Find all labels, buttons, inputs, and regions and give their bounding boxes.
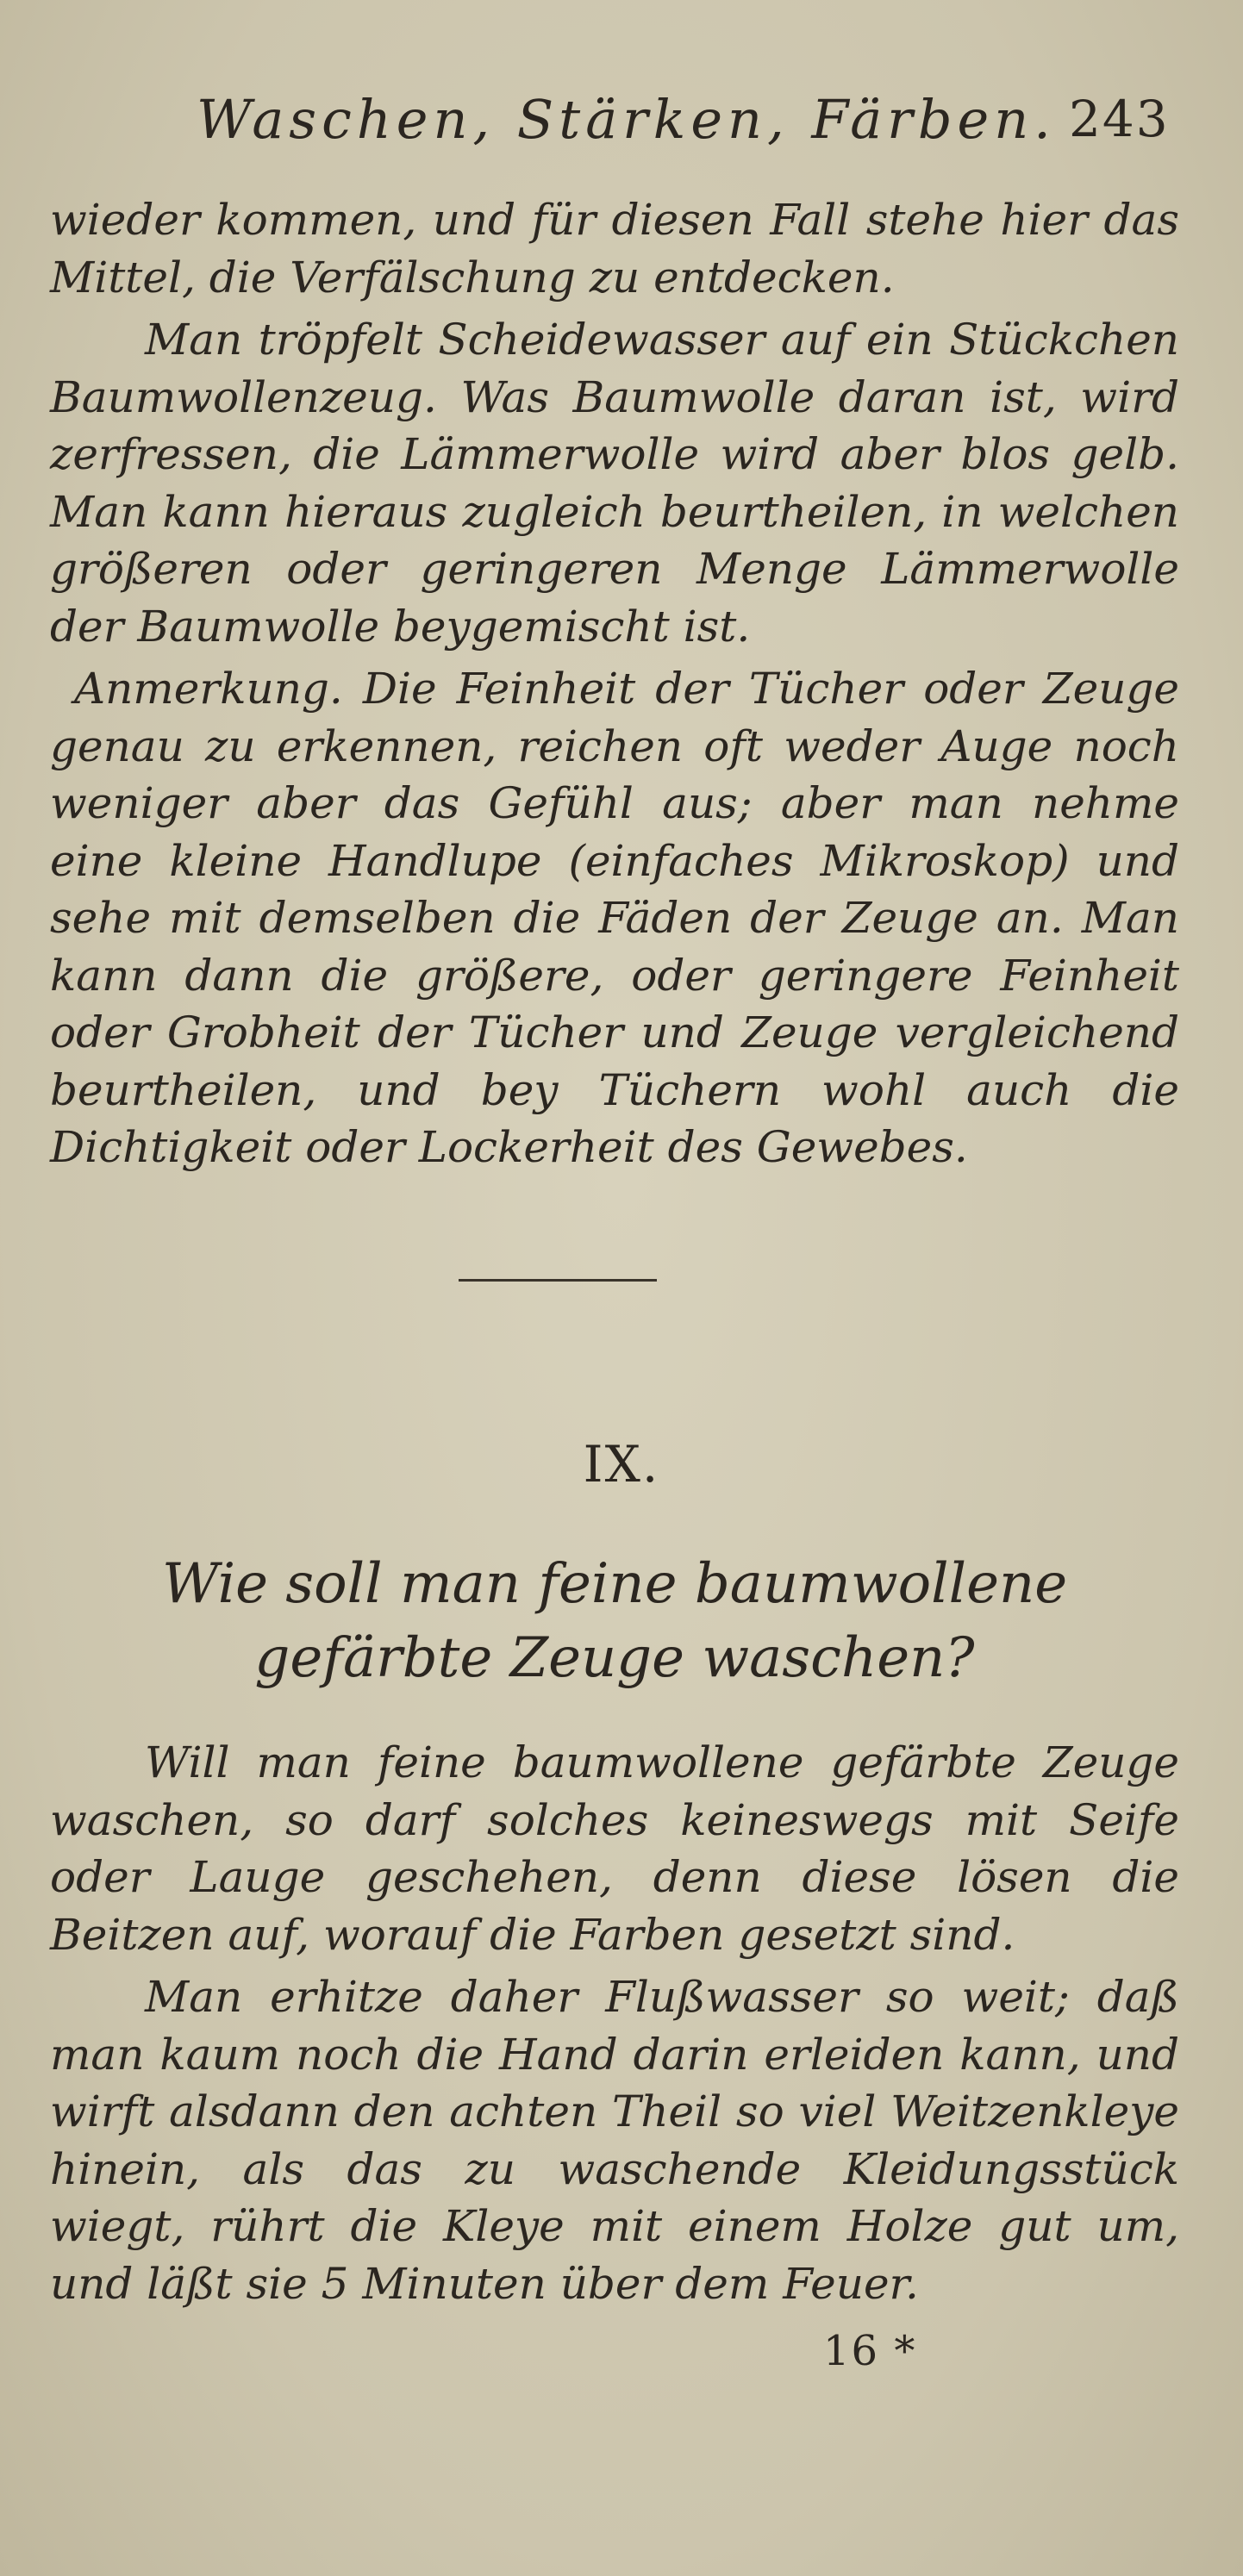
annotation-paragraph: Anmerkung. Die Feinheit der Tücher oder Zeuge genau zu erkennen, reichen oft weder Auge noch weniger aber das Gefühl aus; aber man nehme eine kleine Handlupe (einfaches Mikroskop) und sehe mit demselben die Fäden der Zeuge an. Man kann dann die größere, oder geringere Feinheit oder Grobheit der Tücher und Zeuge vergleichend beurtheilen, und bey Tüchern wohl auch die Dichtigkeit oder Lockerheit des Gewebes. bbox=[50, 664, 1179, 1172]
section-eight-text bbox=[50, 191, 1179, 1176]
paragraph: wieder kommen, und für diesen Fall stehe hier das Mittel, die Verfälschung zu entdecken. bbox=[50, 195, 1179, 303]
paragraph: Will man feine baumwollene gefärbte Zeuge waschen, so darf solches keineswegs mit Seife oder Lauge geschehen, denn diese lösen die Beitzen auf, worauf die Farben gesetzt sind. bbox=[50, 1737, 1179, 1960]
page-number: 243 bbox=[1069, 90, 1170, 148]
page-header bbox=[0, 79, 1243, 157]
section-divider bbox=[459, 1279, 657, 1282]
paragraph: Man erhitze daher Flußwasser so weit; daß man kaum noch die Hand darin erleiden kann, und wirft alsdann den achten Theil so viel Weitzenkleye hinein, als das zu waschende Kleidungsstück wiegt, rührt die Kleye mit einem Holze gut um, und läßt sie 5 Minuten über dem Feuer. bbox=[50, 1972, 1179, 2309]
running-head: Waschen, Stärken, Färben. bbox=[197, 88, 1056, 151]
section-nine-text bbox=[50, 1734, 1179, 2312]
section-title: Wie soll man feine baumwollene gefärbte Zeuge waschen? bbox=[161, 1552, 1068, 1690]
section-number: IX. bbox=[583, 1435, 660, 1494]
paragraph: Man tröpfelt Scheidewasser auf ein Stückchen Baumwollenzeug. Was Baumwolle daran ist, wird zerfressen, die Lämmerwolle wird aber blos gelb. Man kann hieraus zugleich beurtheilen, in welchen größeren oder geringeren Menge Lämmerwolle der Baumwolle beygemischt ist. bbox=[50, 315, 1179, 652]
catchword-signature: 16 * bbox=[823, 2327, 917, 2375]
